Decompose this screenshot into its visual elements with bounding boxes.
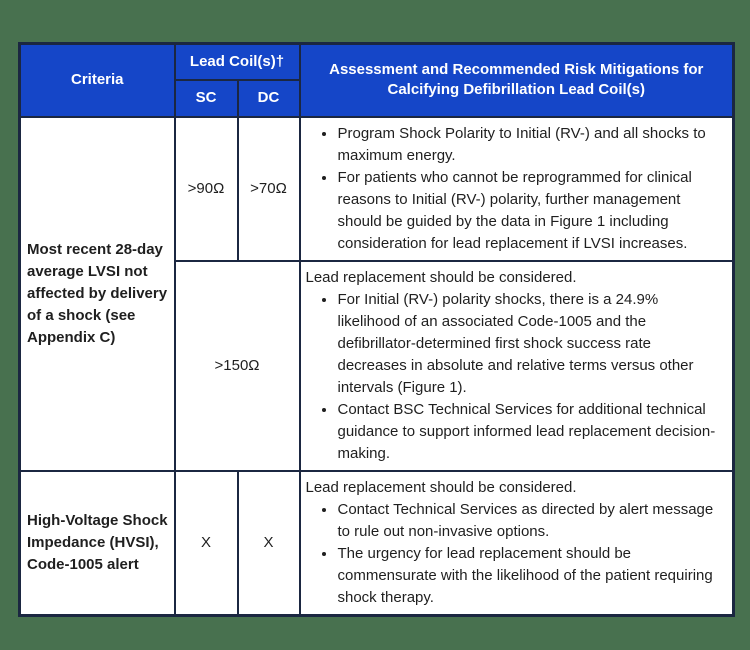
header-sc: SC xyxy=(175,80,238,117)
hvsi-bullet-list xyxy=(306,499,725,609)
bullet-item: • Contact Technical Services as directed by alert message to rule out non-invasive options. xyxy=(337,499,725,543)
header-assessment-line2: Calcifying Defibrillation Lead Coil(s) xyxy=(387,81,646,99)
bullet-item: • For patients who cannot be reprogrammed for clinical reasons to Initial (RV-) polarity, further management should be guided by the data in Figure 1 including consideration for lead replacement if LVSI increases. xyxy=(337,167,725,255)
criteria-lvsi: Most recent 28-day average LVSI not affected by delivery of a shock (see Appendix C) xyxy=(20,117,175,471)
header-assessment-line1: Assessment and Recommended Risk Mitigations for xyxy=(329,61,704,79)
lvsi-sc-value: >90Ω xyxy=(175,117,238,261)
risk-mitigation-table xyxy=(18,42,735,617)
lvsi-combined-impedance-value: >150Ω xyxy=(175,261,300,471)
hvsi-dc-value: X xyxy=(238,471,300,616)
bullet-item: • Contact BSC Technical Services for additional technical guidance to support informed lead replacement decision-making. xyxy=(337,399,725,465)
bullet-item: • Program Shock Polarity to Initial (RV-) and all shocks to maximum energy. xyxy=(337,123,725,167)
bullet-item: • For Initial (RV-) polarity shocks, there is a 24.9% likelihood of an associated Code-1005 and the defibrillator-determined first shock success rate decreases in absolute and relative terms versus other intervals (Figure 1). xyxy=(337,289,725,399)
header-dc: DC xyxy=(238,80,300,117)
lvsi-sub2-bullet-list xyxy=(306,289,725,465)
hvsi-sc-value: X xyxy=(175,471,238,616)
lead-in-text: Lead replacement should be considered. xyxy=(305,268,577,286)
hvsi-assessment xyxy=(300,471,734,616)
lvsi-sub1-bullet-list xyxy=(306,123,725,255)
header-criteria: Criteria xyxy=(20,44,175,117)
header-assessment xyxy=(300,44,734,117)
header-lead-coils: Lead Coil(s)† xyxy=(175,44,300,80)
bullet-item: • The urgency for lead replacement should be commensurate with the likelihood of the patient requiring shock therapy. xyxy=(337,543,725,609)
lvsi-dc-value: >70Ω xyxy=(238,117,300,261)
criteria-hvsi: High-Voltage Shock Impedance (HVSI), Code-1005 alert xyxy=(20,471,175,616)
lead-in-text: Lead replacement should be considered. xyxy=(305,478,577,496)
lvsi-sub1-assessment xyxy=(300,117,734,261)
lvsi-sub2-assessment xyxy=(300,261,734,471)
